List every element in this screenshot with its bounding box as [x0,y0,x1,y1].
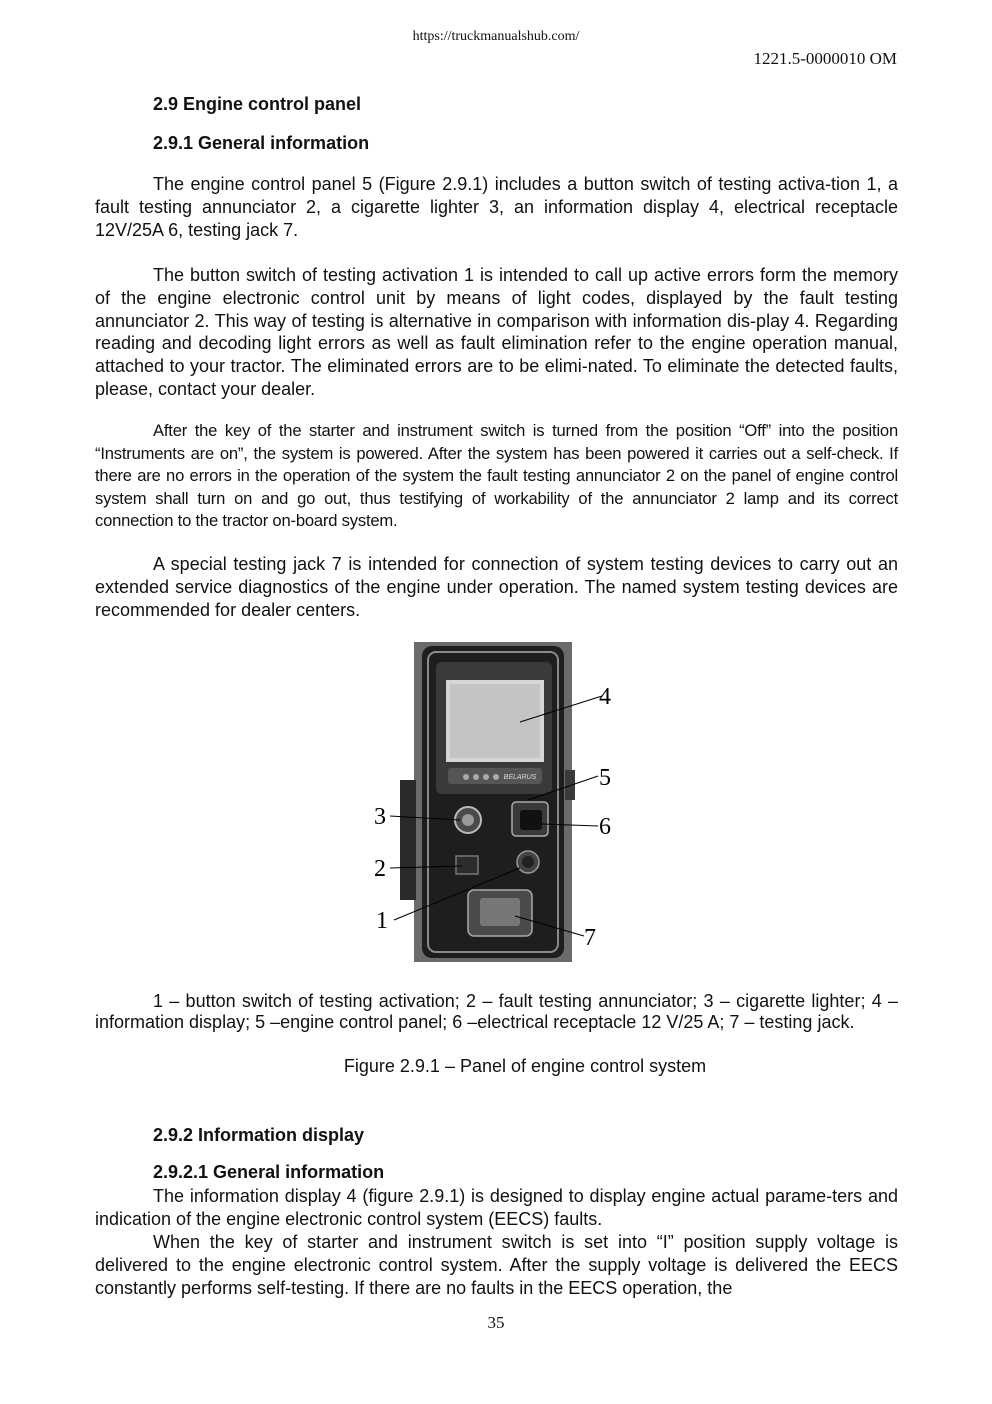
section-2-title: 2.9.2 Information display [153,1125,365,1145]
callout-1: 1 [376,908,388,934]
document-id: 1221.5-0000010 OM [753,49,897,68]
callout-2: 2 [374,856,386,882]
callout-7: 7 [584,925,596,951]
paragraph-3: After the key of the starter and instrument switch is turned from the position “Off” into the position “Instruments are on”, the system is powered. After the system has been powered it carries out a self-check. If there are no errors in the operation of the system the fault testing annunciator 2 on the panel of engine control system shall turn on and go out, thus testifying of workability of the annunciator 2 lamp and its correct connection to the tractor on-board system. [95,421,898,530]
section-2-paragraph-1: The information display 4 (figure 2.9.1) is designed to display engine actual parame-ters and indication of the engine electronic control system (EECS) faults. [95,1186,898,1229]
page-number: 35 [487,1313,505,1332]
brand-label: BELARUS [503,774,537,781]
paragraph-1: The engine control panel 5 (Figure 2.9.1) includes a button switch of testing activa-tion 1, a fault testing annunciator 2, a cigarette lighter 3, an information display 4, electrical receptacle 12V/25A 6, testing jack 7. [95,174,898,240]
engine-control-panel-figure [370,640,620,965]
section-2-subtitle: 2.9.2.1 General information [153,1162,385,1182]
subsection-title: 2.9.1 General information [153,133,370,153]
figure-title: Figure 2.9.1 – Panel of engine control system [343,1056,707,1076]
section-title: 2.9 Engine control panel [153,94,362,114]
callout-6: 6 [599,814,611,840]
callout-5: 5 [599,765,611,791]
paragraph-4: A special testing jack 7 is intended for connection of system testing devices to carry out an extended service diagnostics of the engine under operation. The named system testing devices are recommended for dealer centers. [95,554,898,620]
callout-4: 4 [599,684,611,710]
figure-legend: 1 – button switch of testing activation; 2 – fault testing annunciator; 3 – cigarette lighter; 4 – information display; 5 –engine control panel; 6 –electrical receptacle 12 V/25 A; 7 – testing jack. [95,991,898,1032]
source-url[interactable]: https://truckmanualshub.com/ [412,29,580,44]
callout-3: 3 [374,804,386,830]
paragraph-2: The button switch of testing activation 1 is intended to call up active errors form the memory of the engine electronic control unit by means of light codes, displayed by the fault testing annunciator 2. This way of testing is alternative in comparison with information dis-play 4. Regarding reading and decoding light errors as well as fault elimination refer to the engine operation manual, attached to your tractor. The eliminated errors are to be elimi-nated. To eliminate the detected faults, please, contact your dealer. [95,265,898,399]
section-2-paragraph-2: When the key of starter and instrument switch is set into “I” position supply voltage is delivered to the engine electronic control system. After the supply voltage is delivered the EECS constantly performs self-testing. If there are no faults in the EECS operation, the [95,1232,898,1298]
